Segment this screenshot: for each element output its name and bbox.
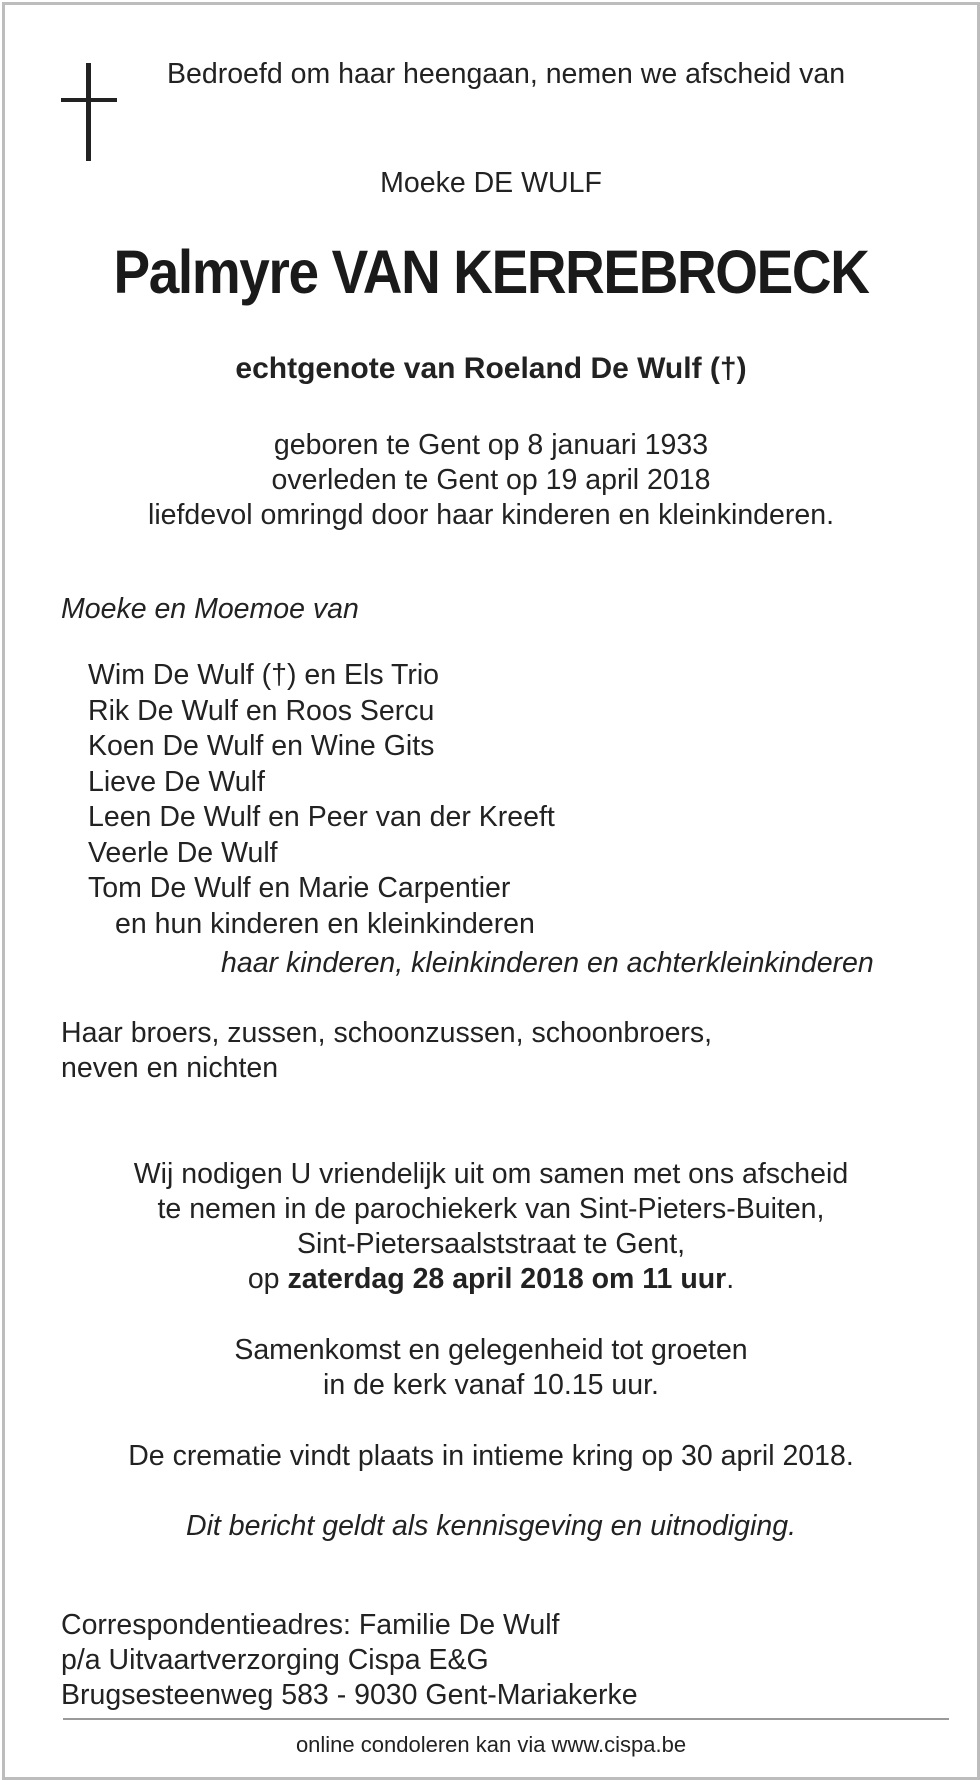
children-list (88, 658, 555, 942)
ceremony-date: zaterdag 28 april 2018 om 11 uur (287, 1263, 727, 1295)
correspondence-line-1: Correspondentieadres: Familie De Wulf (61, 1609, 560, 1641)
correspondence-line-3: Brugsesteenweg 583 - 9030 Gent-Mariakerke (61, 1679, 638, 1711)
obituary-page (5, 5, 977, 1777)
gathering-line-1: Samenkomst en gelegenheid tot groeten (234, 1334, 748, 1366)
notice-note: Dit bericht geldt als kennisgeving en uitnodiging. (186, 1510, 796, 1542)
birth-line: geboren te Gent op 8 januari 1933 (273, 429, 709, 461)
date-prefix: op (247, 1263, 280, 1295)
relatives-line-1: Haar broers, zussen, schoonzussen, schoonbroers, (61, 1017, 713, 1049)
child-entry: Lieve De Wulf (88, 765, 265, 798)
gathering-line-2: in de kerk vanaf 10.15 uur. (323, 1369, 659, 1401)
footer-divider (63, 1718, 949, 1720)
invitation-line-2: te nemen in de parochiekerk van Sint-Pieters-Buiten, (157, 1193, 825, 1225)
grandchildren-line: en hun kinderen en kleinkinderen (115, 907, 535, 940)
invitation-line-1: Wij nodigen U vriendelijk uit om samen met ons afscheid (133, 1158, 849, 1190)
spouse-line: echtgenote van Roeland De Wulf (†) (235, 352, 747, 385)
correspondence-line-2: p/a Uitvaartverzorging Cispa E&G (61, 1644, 489, 1676)
date-suffix: . (726, 1263, 735, 1295)
nickname: Moeke DE WULF (380, 167, 602, 199)
relatives-line-2: neven en nichten (61, 1052, 279, 1084)
intro-text: Bedroefd om haar heengaan, nemen we afscheid van (167, 58, 846, 90)
condolences-footer: online condoleren kan via www.cispa.be (295, 1732, 687, 1757)
child-entry: Rik De Wulf en Roos Sercu (88, 694, 435, 727)
invitation-line-3: Sint-Pietersaalststraat te Gent, (296, 1228, 686, 1260)
surrounded-line: liefdevol omringd door haar kinderen en kleinkinderen. (147, 499, 834, 531)
cremation-line: De crematie vindt plaats in intieme kring op 30 april 2018. (128, 1440, 854, 1472)
deceased-name: Palmyre VAN KERREBROECK (113, 238, 869, 306)
descendants-line: haar kinderen, kleinkinderen en achterkleinkinderen (221, 947, 874, 979)
death-line: overleden te Gent op 19 april 2018 (271, 464, 711, 496)
ceremony-date-line (5, 1262, 977, 1298)
obituary-card (2, 2, 980, 1780)
child-entry: Leen De Wulf en Peer van der Kreeft (88, 801, 555, 833)
cross-icon (61, 63, 117, 161)
child-entry: Veerle De Wulf (88, 836, 278, 869)
child-entry: Tom De Wulf en Marie Carpentier (88, 872, 511, 904)
family-heading: Moeke en Moemoe van (61, 593, 359, 625)
child-entry: Wim De Wulf (†) en Els Trio (88, 659, 440, 691)
child-entry: Koen De Wulf en Wine Gits (88, 730, 435, 762)
